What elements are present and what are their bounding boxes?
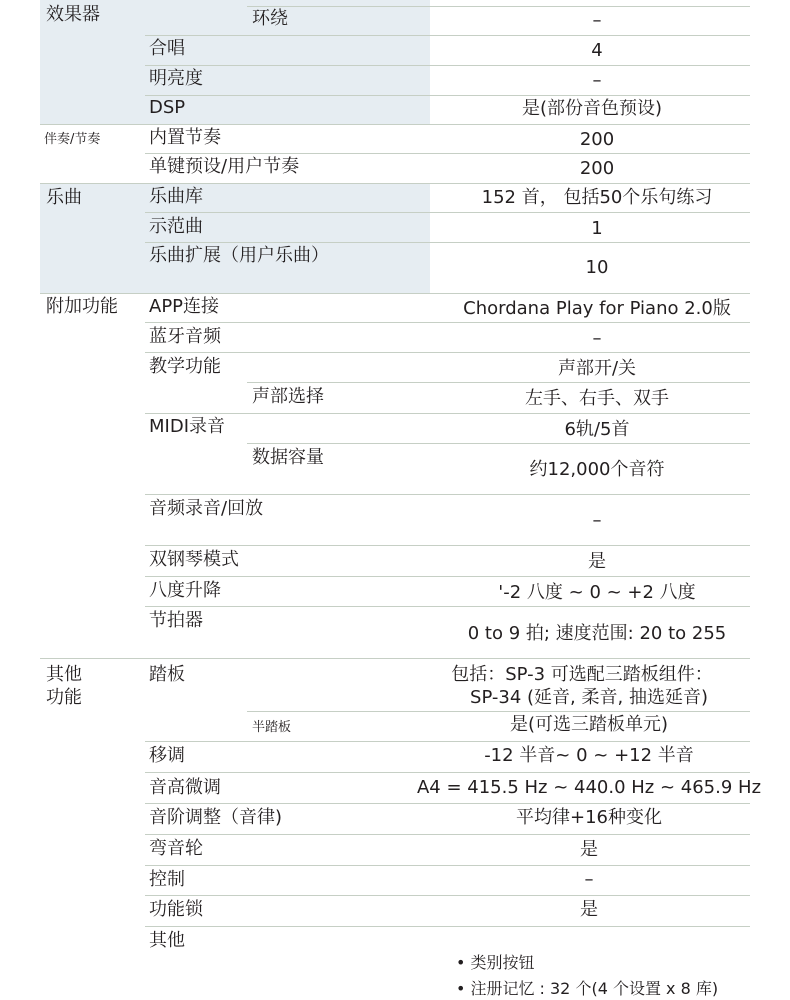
row-feature-temperament: 音阶调整（音律) (149, 807, 283, 828)
rule (145, 95, 750, 96)
rule (145, 576, 750, 577)
category-bg-songs (40, 183, 430, 293)
rule (145, 352, 750, 353)
row-value-duet-mode: 是 (588, 551, 606, 572)
row-value-tuning: A4 = 415.5 Hz ~ 440.0 Hz ~ 465.9 Hz (416, 777, 762, 798)
row-feature-function-lock: 功能锁 (149, 899, 203, 920)
rule (145, 895, 750, 896)
rule-sub (247, 711, 750, 712)
rule (145, 242, 750, 243)
row-feature-metronome: 节拍器 (149, 610, 203, 631)
category-songs: 乐曲 (46, 187, 82, 208)
row-feature-pedals: 踏板 (149, 664, 185, 685)
row-feature-brilliance: 明亮度 (149, 68, 203, 89)
row-value-audio-recorder: – (592, 510, 602, 531)
row-value-demo-song: 1 (591, 218, 603, 239)
rule (145, 926, 750, 927)
row-sub-half-pedal: 半踏板 (252, 720, 292, 735)
row-feature-midi-recorder: MIDI录音 (149, 416, 226, 437)
row-feature-tuning: 音高微调 (149, 777, 221, 798)
row-value-octave-shift: '-2 八度 ~ 0 ~ +2 八度 (498, 582, 696, 603)
rule (145, 741, 750, 742)
row-value-temperament: 平均律+16种变化 (516, 807, 662, 828)
rule-sub (247, 443, 750, 444)
rule (145, 834, 750, 835)
row-sub-part-select: 声部选择 (252, 386, 324, 407)
rule (145, 65, 750, 66)
row-feature-other: 其他 (149, 930, 185, 951)
rule (145, 545, 750, 546)
bullet-item: • 类别按钮 (456, 955, 534, 971)
category-accompaniment: 伴奏/节奏 (44, 132, 101, 147)
row-value-capacity: 约12,000个音符 (529, 459, 665, 480)
row-value-builtin-rhythms: 200 (579, 129, 615, 150)
section-rule (40, 183, 750, 184)
row-value-bluetooth-audio: – (592, 328, 602, 349)
row-value-midi-recorder: 6轨/5首 (564, 419, 630, 440)
row-value-app-connection: Chordana Play for Piano 2.0版 (463, 298, 731, 319)
row-feature-lesson: 教学功能 (149, 356, 221, 377)
row-feature-controls: 控制 (149, 869, 185, 890)
row-feature-chorus: 合唱 (149, 38, 185, 59)
row-value-lesson: 声部开/关 (557, 358, 637, 379)
rule (145, 413, 750, 414)
row-feature-song-bank: 乐曲库 (149, 186, 203, 207)
category-additional: 附加功能 (46, 296, 118, 317)
row-value-pitch-bend: 是 (580, 839, 598, 860)
rule (145, 35, 750, 36)
row-value-function-lock: 是 (580, 899, 598, 920)
category-other-line2: 功能 (46, 687, 82, 708)
bullet-item: • 注册记忆 : 32 个(4 个设置 x 8 库) (456, 981, 718, 997)
row-feature-app-connection: APP连接 (149, 296, 220, 317)
row-value-song-expansion: 10 (585, 257, 609, 278)
row-feature-octave-shift: 八度升降 (149, 580, 221, 601)
row-sub-surround: 环绕 (252, 8, 288, 29)
row-value-pedals-line2: SP-34 (延音, 柔音, 抽选延音) (470, 687, 708, 708)
row-value-brilliance: – (592, 70, 602, 91)
rule (145, 322, 750, 323)
row-value-dsp: 是(部份音色预设) (521, 98, 663, 119)
rule (145, 494, 750, 495)
row-sub-capacity: 数据容量 (252, 447, 324, 468)
row-value-transpose: -12 半音~ 0 ~ +12 半音 (484, 745, 694, 766)
row-value-half-pedal: 是(可选三踏板单元) (509, 714, 669, 735)
category-other-line1: 其他 (46, 664, 82, 685)
row-feature-dsp: DSP (149, 97, 186, 118)
rule (145, 803, 750, 804)
row-feature-demo-song: 示范曲 (149, 216, 203, 237)
row-feature-builtin-rhythms: 内置节奏 (149, 127, 221, 148)
row-feature-transpose: 移调 (149, 745, 185, 766)
row-feature-bluetooth-audio: 蓝牙音频 (149, 326, 221, 347)
section-rule (40, 124, 750, 125)
rule (145, 865, 750, 866)
row-feature-audio-recorder: 音频录音/回放 (149, 498, 264, 519)
rule (145, 212, 750, 213)
section-rule (40, 293, 750, 294)
row-value-metronome: 0 to 9 拍; 速度范围: 20 to 255 (467, 623, 727, 644)
row-feature-song-expansion: 乐曲扩展（用户乐曲） (149, 245, 329, 266)
row-feature-pitch-bend: 弯音轮 (149, 838, 203, 859)
row-feature-one-touch-presets: 单键预设/用户节奏 (149, 156, 300, 177)
rule (145, 772, 750, 773)
row-value-pedals-line1: 包括：SP-3 可选配三踏板组件： (451, 664, 713, 685)
row-value-one-touch-presets: 200 (579, 158, 615, 179)
row-value-controls: – (584, 869, 594, 890)
row-feature-duet-mode: 双钢琴模式 (149, 549, 239, 570)
row-value-surround: – (592, 10, 602, 31)
rule (145, 606, 750, 607)
row-value-part-select: 左手、右手、双手 (525, 388, 669, 409)
rule (145, 153, 750, 154)
section-rule (40, 658, 750, 659)
row-value-song-bank: 152 首， 包括50个乐句练习 (481, 187, 713, 208)
rule-sub-surround-top (247, 6, 750, 7)
category-effects: 效果器 (46, 4, 100, 25)
rule-sub (247, 382, 750, 383)
row-value-chorus: 4 (591, 40, 603, 61)
